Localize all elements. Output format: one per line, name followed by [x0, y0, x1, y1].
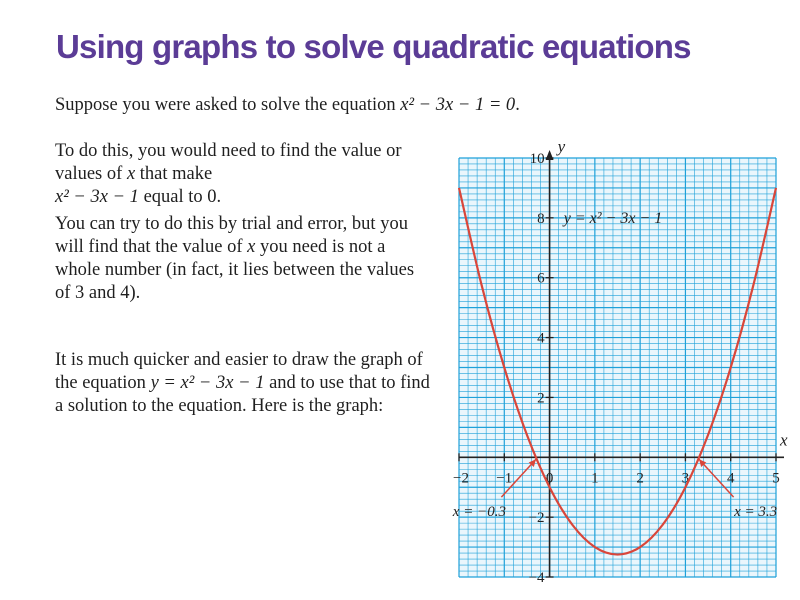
root-annotation-label: x = −0.3: [452, 504, 506, 521]
math-expression: x² − 3x − 1 = 0: [400, 95, 516, 115]
x-tick-label: 4: [726, 470, 735, 487]
text-segment: you need is not a: [255, 237, 386, 257]
y-tick-label: 6: [537, 270, 545, 287]
text-segment: Suppose you were asked to solve the equation: [55, 95, 401, 115]
x-tick-label: −1: [496, 470, 513, 487]
y-tick-label: −2: [528, 510, 545, 527]
y-tick-label: 4: [537, 330, 545, 347]
y-tick-label: 8: [537, 210, 545, 227]
text-segment: that make: [135, 164, 213, 184]
x-tick-label: −2: [453, 470, 469, 487]
x-tick-label: 5: [772, 470, 780, 487]
text-segment: and to use that to find: [264, 373, 430, 393]
text-segment: .: [515, 95, 520, 115]
x-tick-label: 0: [545, 470, 554, 487]
text-segment: It is much quicker and easier to draw the graph of: [55, 350, 423, 370]
y-axis-label: y: [557, 137, 566, 156]
math-expression: y = x² − 3x − 1: [150, 373, 265, 393]
text-segment: equal to 0.: [138, 187, 222, 207]
x-tick-label: 2: [636, 470, 644, 487]
text-segment: will find that the value of: [55, 237, 248, 257]
text-segment: values of: [55, 164, 127, 184]
text-segment: of 3 and 4).: [55, 283, 141, 303]
curve-label: y = x² − 3x − 1: [563, 209, 663, 227]
math-expression: x² − 3x − 1: [55, 187, 139, 207]
text-segment: whole number (in fact, it lies between the values: [55, 260, 415, 280]
x-axis-label: x: [780, 430, 788, 450]
text-segment: the equation: [55, 373, 151, 393]
x-tick-label: 1: [591, 470, 599, 487]
y-tick-label: −4: [528, 570, 545, 586]
x-tick-label: 3: [681, 470, 690, 487]
page-title: Using graphs to solve quadratic equations: [56, 28, 691, 65]
math-expression: x: [126, 164, 136, 184]
text-segment: To do this, you would need to find the value or: [55, 141, 402, 161]
text-segment: a solution to the equation. Here is the graph:: [55, 396, 384, 416]
math-expression: x: [247, 237, 256, 257]
text-segment: You can try to do this by trial and error, but you: [55, 214, 408, 234]
root-annotation-label: x = 3.3: [734, 504, 778, 521]
y-tick-label: 2: [537, 390, 545, 407]
y-tick-label: 10: [529, 151, 545, 167]
